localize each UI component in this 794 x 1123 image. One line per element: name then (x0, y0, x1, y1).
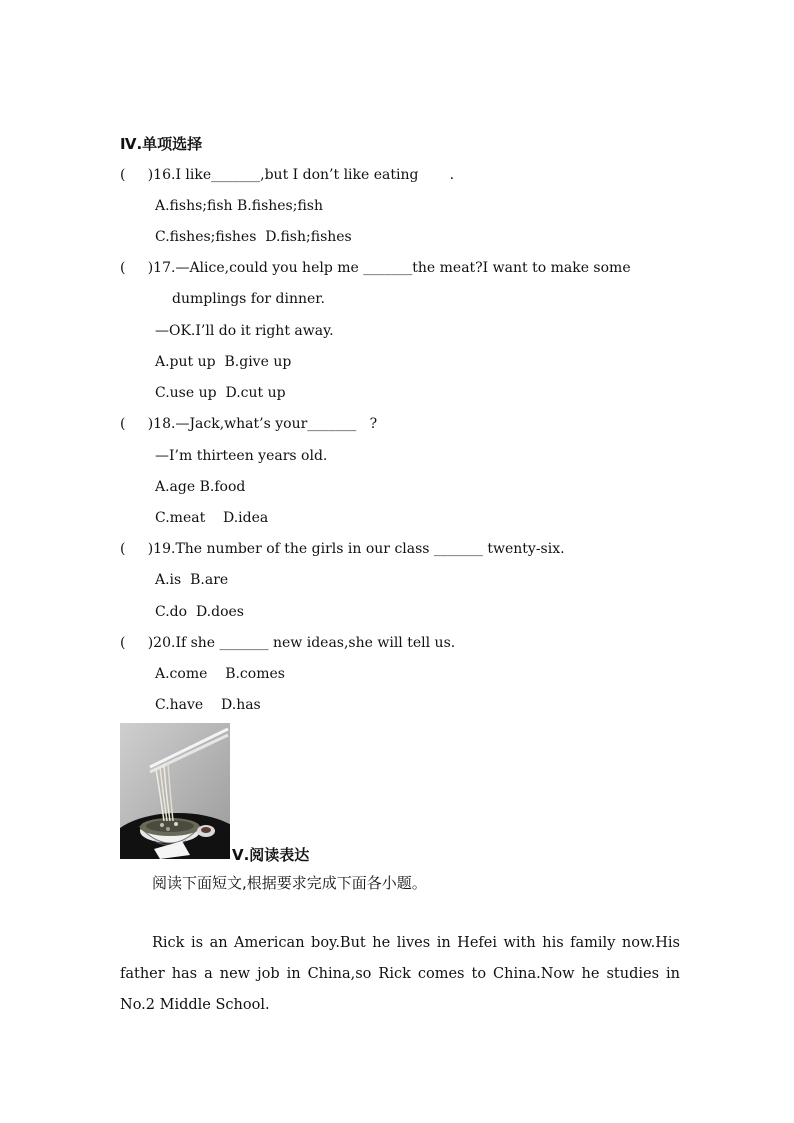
question-18-stem: ( )18.—Jack,what’s your_______ ? (120, 416, 378, 432)
question-18-options-ab: A.age B.food (155, 479, 246, 495)
question-17-stem-continued: dumplings for dinner. (172, 291, 325, 307)
question-20-options-ab: A.come B.comes (155, 666, 285, 682)
question-17-options-cd: C.use up D.cut up (155, 385, 286, 401)
question-18-reply: —I’m thirteen years old. (155, 448, 328, 464)
question-18-options-cd: C.meat D.idea (155, 510, 269, 526)
question-16-options-cd: C.fishes;fishes D.fish;fishes (155, 229, 352, 245)
reading-instruction: 阅读下面短文,根据要求完成下面各小题。 (152, 874, 427, 892)
question-17-stem: ( )17.—Alice,could you help me _______the meat?I want to make some (120, 260, 631, 276)
question-19-options-cd: C.do D.does (155, 604, 244, 620)
question-16-stem: ( )16.I like_______,but I don’t like eating . (120, 167, 455, 183)
section-heading-reading-expression: Ⅴ.阅读表达 (232, 846, 310, 864)
reading-passage: Rick is an American boy.But he lives in Hefei with his family now.His father has a new job in China,so Rick comes to China.Now he studies in No.2 Middle School. (120, 935, 680, 1013)
question-19-options-ab: A.is B.are (155, 572, 229, 588)
question-17-reply: —OK.I’ll do it right away. (155, 323, 334, 339)
question-19-stem: ( )19.The number of the girls in our class _______ twenty-six. (120, 541, 565, 557)
question-17-options-ab: A.put up B.give up (155, 354, 292, 370)
section-heading-single-choice: Ⅳ.单项选择 (120, 135, 203, 153)
question-20-options-cd: C.have D.has (155, 697, 261, 713)
noodle-bowl-photo (120, 723, 230, 859)
question-16-options-ab: A.fishs;fish B.fishes;fish (155, 198, 323, 214)
question-20-stem: ( )20.If she _______ new ideas,she will tell us. (120, 635, 456, 651)
